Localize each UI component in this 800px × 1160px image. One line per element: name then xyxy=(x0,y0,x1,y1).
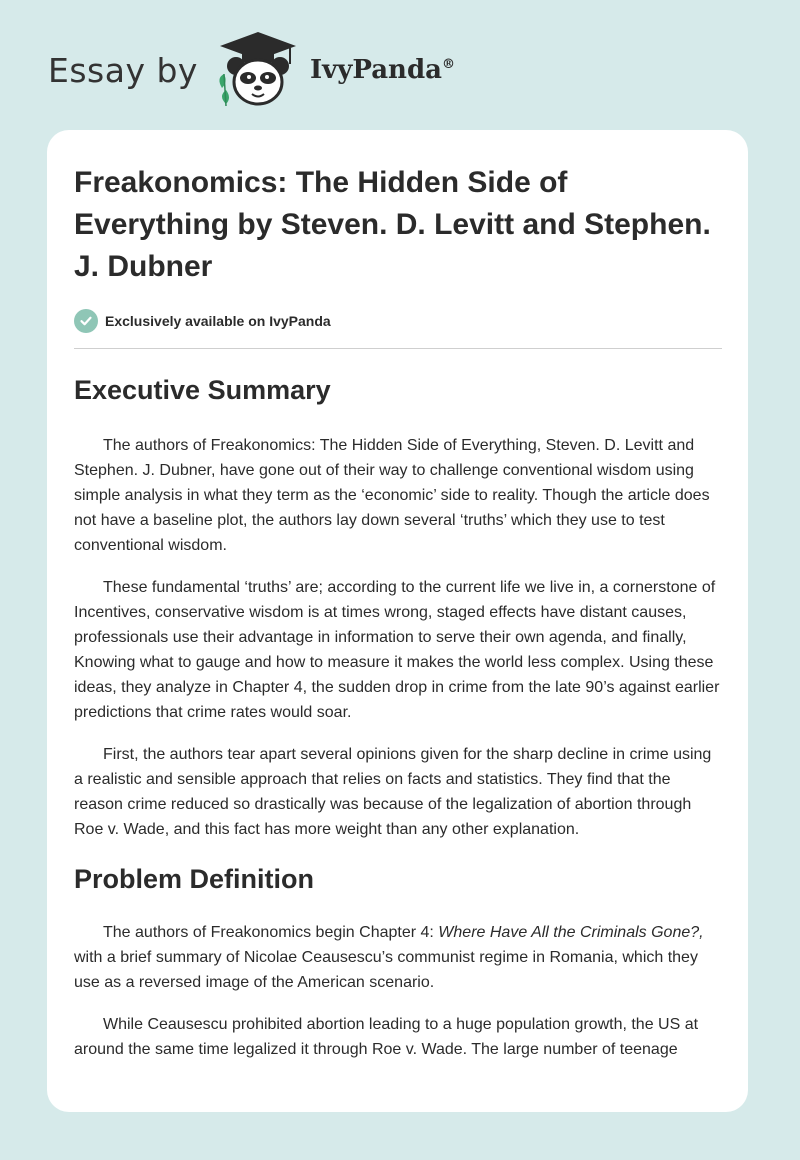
essay-by-label: Essay by xyxy=(48,50,198,90)
paragraph: First, the authors tear apart several opinions given for the sharp decline in crime using a realistic and sensible approach that relies on facts and statistics. They find that the reason crime reduced so drastically was because of the legalization of abortion through Roe v. Wade, and this fact has more weight than any other explanation. xyxy=(74,746,712,838)
registered-mark: ® xyxy=(441,57,455,72)
essay-title: Freakonomics: The Hidden Side of Everything by Steven. D. Levitt and Stephen. J. Dubner xyxy=(74,166,711,283)
paragraph: The authors of Freakonomics: The Hidden Side of Everything, Steven. D. Levitt and Stephen. J. Dubner, have gone out of their way to challenge conventional wisdom using simple analysis in what they term as the ‘economic’ side to reality. Though the article does not have a baseline plot, the authors lay down several ‘truths’ which they use to test conventional wisdom. xyxy=(74,437,710,554)
essay-card xyxy=(47,130,748,1112)
chapter-title: Where Have All the Criminals Gone?, xyxy=(438,924,704,941)
site-header xyxy=(48,30,748,110)
exclusive-badge xyxy=(74,308,722,334)
brand-name: IvyPanda® xyxy=(309,55,455,85)
divider xyxy=(74,348,722,349)
ivypanda-logo-icon[interactable] xyxy=(212,30,304,110)
section-heading: Problem Definition xyxy=(74,864,315,894)
exclusive-badge-text: Exclusively available on IvyPanda xyxy=(105,313,331,329)
paragraph: These fundamental ‘truths’ are; according to the current life we live in, a cornerstone of Incentives, conservative wisdom is at times wrong, staged effects have distant causes, professionals use their advantage in information to serve their own agenda, and finally, Knowing what to gauge and how to measure it makes the world less complex. Using these ideas, they analyze in Chapter 4, the sudden drop in crime from the late 90’s against earlier predictions that crime rates would soar. xyxy=(74,579,720,721)
check-circle-icon xyxy=(74,309,98,333)
paragraph: While Ceausescu prohibited abortion leading to a huge population growth, the US at around the same time legalized it through Roe v. Wade. The large number of teenage xyxy=(74,1016,699,1058)
paragraph: The authors of Freakonomics begin Chapter 4: Where Have All the Criminals Gone?, with a brief summary of Nicolae Ceausescu’s communist regime in Romania, which they use as a reversed image of the American scenario. xyxy=(74,924,704,991)
section-heading: Executive Summary xyxy=(74,375,331,405)
